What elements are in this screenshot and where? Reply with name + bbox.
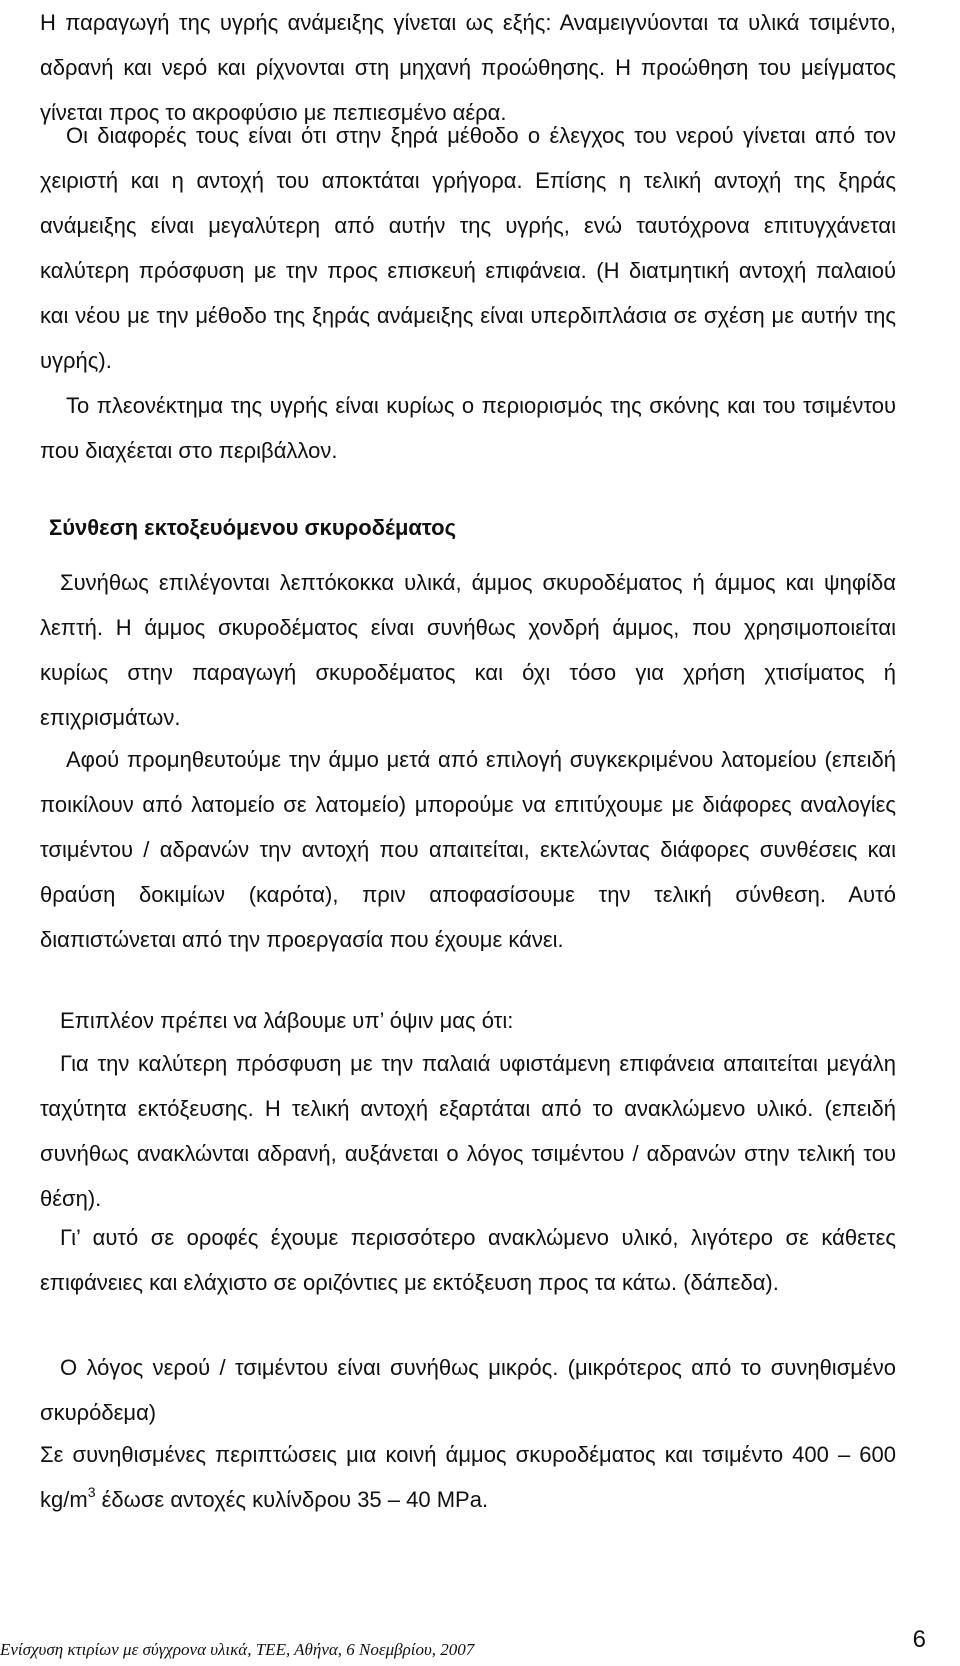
strength-text-after: έδωσε αντοχές κυλίνδρου 35 – 40 MPa. (95, 1487, 489, 1512)
footer-citation: Ενίσχυση κτιρίων με σύγχρονα υλικά, ΤΕΕ, Αθήνα, 6 Νοεμβρίου, 2007 (0, 1640, 475, 1659)
strength-text-before: Σε συνηθισμένες περιπτώσεις μια κοινή άμμος σκυροδέματος και τσιμέντο 400 – 600 kg/m (40, 1442, 896, 1512)
page-number: 6 (912, 1626, 926, 1653)
paragraph-water-cement-ratio: Ο λόγος νερού / τσιμέντου είναι συνήθως μικρός. (μικρότερος από το συνηθισμένο σκυρόδεμα) (40, 1355, 896, 1425)
paragraph-materials: Συνήθως επιλέγονται λεπτόκοκκα υλικά, άμμος σκυροδέματος ή άμμος και ψηφίδα λεπτή. Η άμμος σκυροδέματος είναι συνήθως χονδρή άμμος, που χρησιμοποιείται κυρίως στην παραγωγή σκυροδέματος και όχι τόσο για χρήση χτισίματος ή επιχρισμάτων. (40, 570, 896, 730)
paragraph-sand-selection: Αφού προμηθευτούμε την άμμο μετά από επιλογή συγκεκριμένου λατομείου (επειδή ποικίλουν από λατομείο σε λατομείο) μπορούμε να επιτύχουμε με διάφορες αναλογίες τσιμέντου / αδρανών την αντοχή που απαιτείται, εκτελώντας διάφορες συνθέσεις και θραύση δοκιμίων (καρότα), πριν αποφασίσουμε την τελική σύνθεση. Αυτό διαπιστώνεται από την προεργασία που έχουμε κάνει. (40, 747, 896, 952)
paragraph-adhesion-rebound: Για την καλύτερη πρόσφυση με την παλαιά υφιστάμενη επιφάνεια απαιτείται μεγάλη ταχύτητα εκτόξευσης. Η τελική αντοχή εξαρτάται από το ανακλώμενο υλικό. (επειδή συνήθως ανακλώνται αδρανή, αυξάνεται ο λόγος τσιμέντου / αδρανών στην τελική του θέση). (40, 1051, 896, 1211)
paragraph-wet-mix-production: Η παραγωγή της υγρής ανάμειξης γίνεται ως εξής: Αναμειγνύονται τα υλικά τσιμέντο, αδρανή και νερό και ρίχνονται στη μηχανή προώθησης. Η προώθηση του μείγματος γίνεται προς το ακροφύσιο με πεπιεσμένο αέρα. (40, 10, 896, 125)
paragraph-wet-mix-advantage: Το πλεονέκτημα της υγρής είναι κυρίως ο περιορισμός της σκόνης και του τσιμέντου που διαχέεται στο περιβάλλον. (40, 393, 896, 463)
cubic-superscript: 3 (87, 1483, 96, 1500)
paragraph-considerations-intro: Επιπλέον πρέπει να λάβουμε υπ’ όψιν μας ότι: (60, 1008, 514, 1033)
paragraph-rebound-surfaces: Γι’ αυτό σε οροφές έχουμε περισσότερο ανακλώμενο υλικό, λιγότερο σε κάθετες επιφάνειες και ελάχιστο σε οριζόντιες με εκτόξευση προς τα κάτω. (δάπεδα). (40, 1225, 896, 1295)
paragraph-method-differences: Οι διαφορές τους είναι ότι στην ξηρά μέθοδο ο έλεγχος του νερού γίνεται από τον χειριστή και η αντοχή του αποκτάται γρήγορα. Επίσης η τελική αντοχή της ξηράς ανάμειξης είναι μεγαλύτερη από αυτήν της υγρής, ενώ ταυτόχρονα επιτυγχάνεται καλύτερη πρόσφυση με την προς επισκευή επιφάνεια. (Η διατμητική αντοχή παλαιού και νέου με την μέθοδο της ξηράς ανάμειξης είναι υπερδιπλάσια σε σχέση με αυτήν της υγρής). (40, 123, 896, 373)
paragraph-typical-strength (40, 1432, 896, 1522)
section-heading: Σύνθεση εκτοξευόμενου σκυροδέματος (49, 515, 457, 540)
